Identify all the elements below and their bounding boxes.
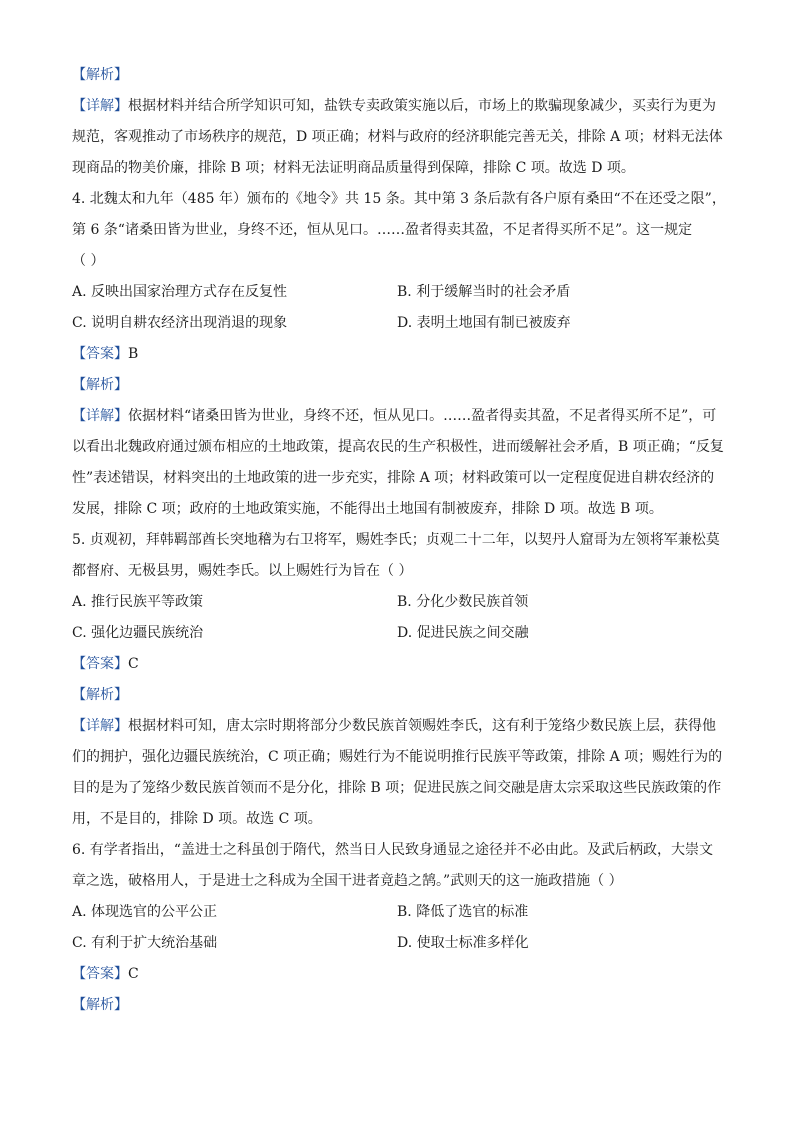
option-item: A. 反映出国家治理方式存在反复性 — [72, 284, 288, 300]
question-line — [72, 219, 722, 250]
explanation-text: 根据材料并结合所学知识可知，盐铁专卖政策实施以后，市场上的欺骗现象减少，买卖行为更为 — [128, 98, 716, 114]
option-item: C. 强化边疆民族统治 — [72, 625, 204, 641]
answer-line — [72, 343, 722, 374]
option-item: D. 使取士标准多样化 — [397, 935, 529, 951]
section-heading-line — [72, 994, 722, 1025]
explanation-line — [72, 405, 722, 436]
option-item: B. 降低了选官的标准 — [397, 904, 529, 920]
option-item: D. 表明土地国有制已被废弃 — [397, 315, 571, 331]
section-heading-line — [72, 684, 722, 715]
options-row — [72, 932, 722, 963]
analysis-tag: 【解析】 — [72, 377, 128, 393]
option-item: C. 有利于扩大统治基础 — [72, 935, 218, 951]
explanation-text: 用，不是目的，排除 D 项。故选 C 项。 — [72, 811, 322, 827]
question-line — [72, 839, 722, 870]
detail-tag: 【详解】 — [72, 408, 128, 424]
explanation-line — [72, 746, 722, 777]
options-row — [72, 312, 722, 343]
question-line — [72, 188, 726, 219]
question-text: 6. 有学者指出，“盖进士之科虽创于隋代，然当日人民致身通显之途径并不必由此。及武后柄政，大崇文 — [72, 842, 713, 858]
options-row — [72, 591, 722, 622]
option-item: C. 说明自耕农经济出现消退的现象 — [72, 315, 288, 331]
question-line — [72, 529, 722, 560]
section-heading-line — [72, 64, 722, 95]
question-line — [72, 250, 722, 281]
question-text: 5. 贞观初，拜韩羁部酋长突地稽为右卫将军，赐姓李氏；贞观二十二年，以契丹人窟哥为左领将军兼松莫 — [72, 532, 720, 548]
explanation-text: 以看出北魏政府通过颁布相应的土地政策，提高农民的生产积极性，进而缓解社会矛盾，B 项正确；“反复 — [72, 439, 724, 455]
explanation-text: 根据材料可知，唐太宗时期将部分少数民族首领赐姓李氏，这有利于笼络少数民族上层，获得他 — [128, 718, 716, 734]
option-item: D. 促进民族之间交融 — [397, 625, 529, 641]
detail-tag: 【详解】 — [72, 98, 128, 114]
explanation-text: 性”表述错误，材料突出的土地政策的进一步充实，排除 A 项；材料政策可以一定程度促进自耕农经济的 — [72, 470, 715, 486]
explanation-line — [72, 498, 722, 529]
section-heading-line — [72, 374, 722, 405]
option-item: B. 分化少数民族首领 — [397, 594, 529, 610]
option-item: A. 推行民族平等政策 — [72, 594, 204, 610]
answer-value: C — [128, 656, 139, 672]
explanation-text: 现商品的物美价廉，排除 B 项；材料无法证明商品质量得到保障，排除 C 项。故选 D 项。 — [72, 160, 635, 176]
document-page — [72, 64, 726, 1025]
question-text: 4. 北魏太和九年（485 年）颁布的《地令》共 15 条。其中第 3 条后款有各户原有桑田“不在还受之限”， — [72, 191, 726, 207]
question-line — [72, 870, 722, 901]
explanation-text: 目的是为了笼络少数民族首领而不是分化，排除 B 项；促进民族之间交融是唐太宗采取这些民族政策的作 — [72, 780, 722, 796]
options-row — [72, 901, 722, 932]
option-item: A. 体现选官的公平公正 — [72, 904, 218, 920]
explanation-line — [72, 95, 722, 126]
explanation-text: 规范，客观推动了市场秩序的规范，D 项正确；材料与政府的经济职能完善无关，排除 A 项；材料无法体 — [72, 129, 723, 145]
question-text: 章之选，破格用人，于是进士之科成为全国干进者竟趋之鹄。”武则天的这一施政措施（ ） — [72, 873, 623, 889]
question-line — [72, 560, 722, 591]
explanation-line — [72, 777, 722, 808]
analysis-tag: 【解析】 — [72, 67, 128, 83]
option-item: B. 利于缓解当时的社会矛盾 — [397, 284, 571, 300]
explanation-text: 依据材料“诸桑田皆为世业，身终不还，恒从见口。……盈者得卖其盈，不足者得买所不足”，可 — [128, 408, 717, 424]
answer-line — [72, 963, 722, 994]
explanation-text: 们的拥护，强化边疆民族统治，C 项正确；赐姓行为不能说明推行民族平等政策，排除 A 项；赐姓行为的 — [72, 749, 723, 765]
analysis-tag: 【解析】 — [72, 997, 128, 1013]
answer-line — [72, 653, 722, 684]
question-text: （ ） — [72, 253, 105, 269]
answer-value: B — [128, 346, 139, 362]
options-row — [72, 281, 722, 312]
question-text: 都督府、无极县男，赐姓李氏。以上赐姓行为旨在（ ） — [72, 563, 413, 579]
explanation-line — [72, 467, 722, 498]
answer-value: C — [128, 966, 139, 982]
answer-tag: 【答案】 — [72, 966, 128, 982]
explanation-line — [72, 715, 722, 746]
answer-tag: 【答案】 — [72, 656, 128, 672]
detail-tag: 【详解】 — [72, 718, 128, 734]
answer-tag: 【答案】 — [72, 346, 128, 362]
explanation-text: 发展，排除 C 项；政府的土地政策实施，不能得出土地国有制被废弃，排除 D 项。故选 B 项。 — [72, 501, 663, 517]
explanation-line — [72, 436, 722, 467]
question-text: 第 6 条“诸桑田皆为世业，身终不还，恒从见口。……盈者得卖其盈，不足者得买所不足”。这一规定 — [72, 222, 693, 238]
options-row — [72, 622, 722, 653]
analysis-tag: 【解析】 — [72, 687, 128, 703]
explanation-line — [72, 808, 722, 839]
explanation-line — [72, 157, 722, 188]
explanation-line — [72, 126, 722, 157]
